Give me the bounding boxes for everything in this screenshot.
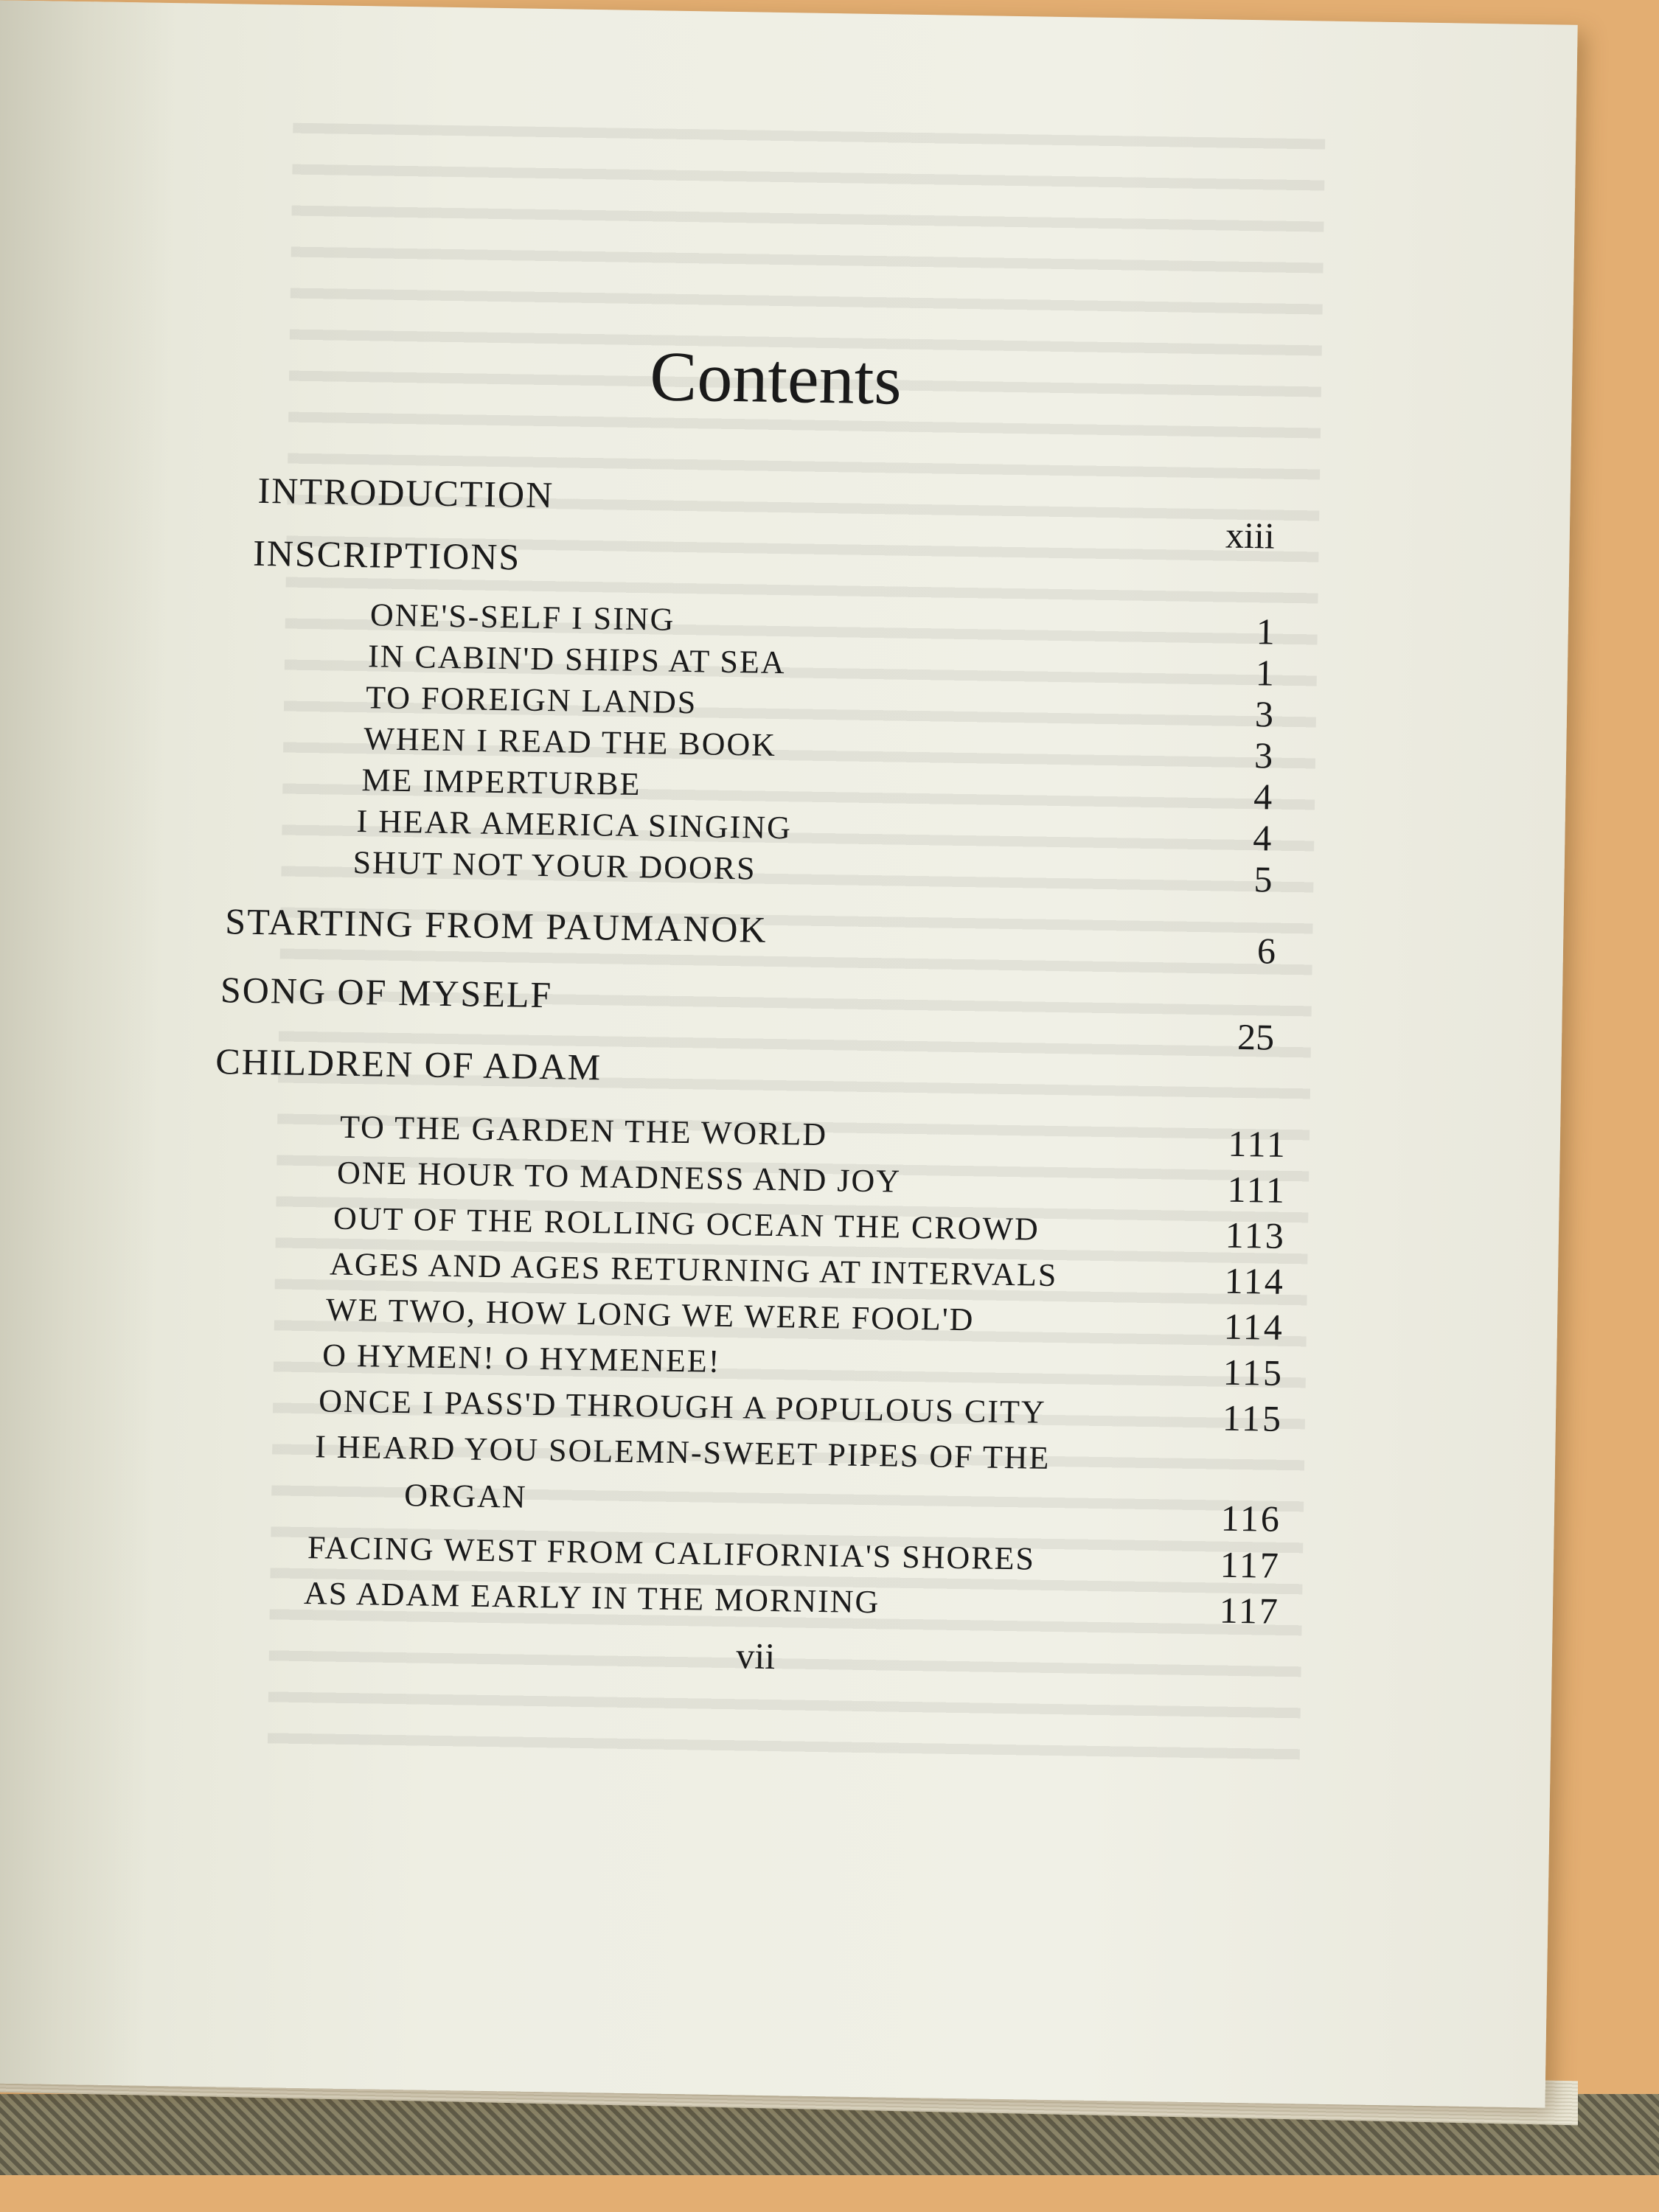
toc-label: AS ADAM EARLY IN THE MORNING [303,1575,880,1621]
toc-page: 4 [1253,776,1275,818]
toc-label: INSCRIPTIONS [252,532,521,578]
page-gutter-shadow [0,0,177,2086]
toc-label: OUT OF THE ROLLING OCEAN THE CROWD [333,1200,1040,1248]
toc-label: ME IMPERTURBE [361,762,641,803]
toc-label: ONE'S-SELF I SING [369,597,675,638]
toc-page: 117 [1220,1543,1281,1586]
toc-label: IN CABIN'D SHIPS AT SEA [367,638,786,681]
toc-page: 3 [1253,734,1276,776]
toc-label: STARTING FROM PAUMANOK [224,900,768,950]
toc-page: 6 [1256,930,1276,972]
toc-page: 117 [1219,1589,1281,1632]
toc-label: CHILDREN OF ADAM [215,1040,602,1088]
toc-page: xiii [1225,514,1276,557]
toc-label: I HEAR AMERICA SINGING [356,803,793,846]
toc-page: 1 [1255,652,1277,694]
toc-label: TO FOREIGN LANDS [365,679,698,721]
toc-page: 111 [1227,1168,1287,1211]
toc-page: 5 [1253,858,1275,900]
toc-page: 115 [1222,1397,1284,1439]
toc-page: 3 [1254,693,1276,735]
toc-label: O HYMEN! O HYMENEE! [321,1337,721,1380]
toc-label: SONG OF MYSELF [220,969,553,1016]
toc-page: 4 [1252,817,1274,859]
toc-label: ONE HOUR TO MADNESS AND JOY [336,1154,902,1200]
toc-label: FACING WEST FROM CALIFORNIA'S SHORES [307,1529,1036,1577]
toc-page: 113 [1225,1214,1287,1256]
toc-label: WHEN I READ THE BOOK [363,720,777,763]
toc-label: ONCE I PASS'D THROUGH A POPULOUS CITY [318,1382,1047,1430]
toc-page: 115 [1222,1351,1284,1394]
page-number: vii [736,1635,776,1677]
toc-label: TO THE GARDEN THE WORLD [339,1108,828,1153]
toc-page: 114 [1223,1305,1285,1348]
toc-label: AGES AND AGES RETURNING AT INTERVALS [329,1245,1058,1294]
toc-page: 111 [1228,1122,1288,1165]
toc-label: I HEARD YOU SOLEMN-SWEET PIPES OF THE [314,1428,1051,1476]
toc-label: INTRODUCTION [257,469,554,516]
toc-label: ORGAN [403,1477,528,1515]
page-title: Contents [649,336,902,420]
toc-page: 25 [1237,1015,1275,1058]
toc-label: SHUT NOT YOUR DOORS [352,844,757,887]
toc-page: 116 [1220,1497,1282,1540]
toc-page: 114 [1224,1259,1286,1302]
toc-page: 1 [1256,611,1278,653]
toc-label: WE TWO, HOW LONG WE WERE FOOL'D [325,1291,975,1338]
